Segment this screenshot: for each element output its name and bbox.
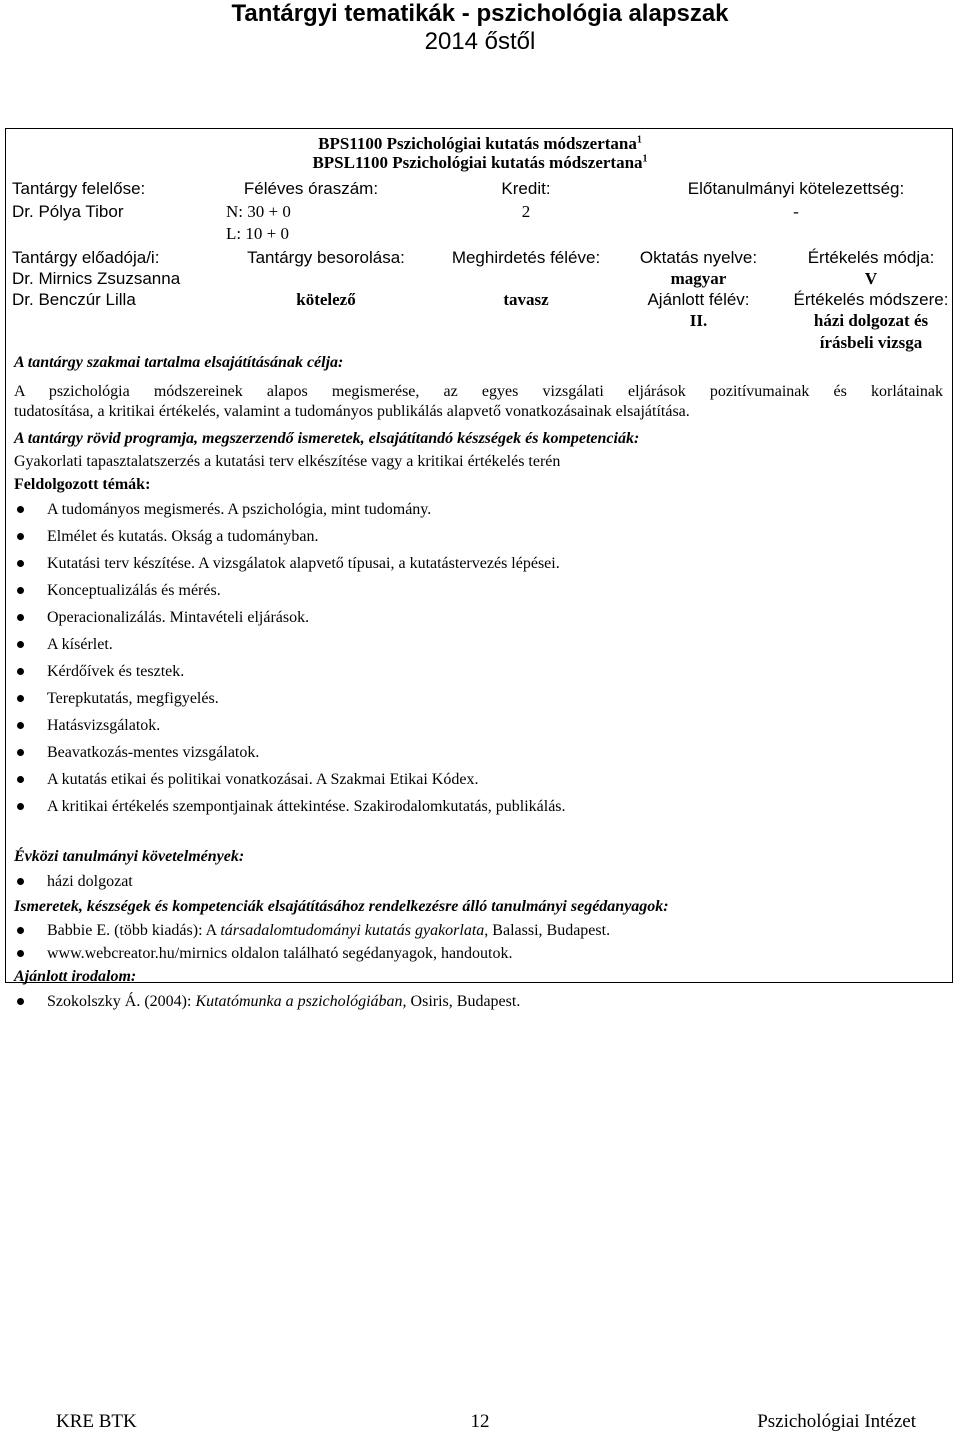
bullet-icon <box>17 506 24 513</box>
bullet-icon <box>17 998 24 1005</box>
hours-n: N: 30 + 0 <box>226 202 291 221</box>
bullet-icon <box>17 560 24 567</box>
program-intro: Gyakorlati tapasztalatszerzés a kutatási terv elkészítése vagy a kritikai értékelés terén <box>14 453 561 470</box>
responsible-label: Tantárgy felelőse: <box>12 179 146 198</box>
lecturer-label: Tantárgy előadója/i: <box>12 248 160 267</box>
list-item: A tudományos megismerés. A pszichológia, mint tudomány. <box>14 501 566 528</box>
list-item: Hatásvizsgálatok. <box>14 717 566 744</box>
goal-heading: A tantárgy szakmai tartalma elsajátításának célja: <box>14 354 344 371</box>
classification-value: kötelező <box>296 290 356 309</box>
topics-heading: Feldolgozott témák: <box>14 476 151 493</box>
credit-label: Kredit: <box>501 179 551 198</box>
semester-value: tavasz <box>503 290 549 309</box>
list-item: Beavatkozás-mentes vizsgálatok. <box>14 744 566 771</box>
semester-label: Meghirdetés féléve: <box>451 248 601 267</box>
bullet-icon <box>17 695 24 702</box>
goal-text-line-2: tudatosítása, a kritikai értékelés, valamint a tudományos publikálás alapvető vonatkozásainak elsajátítása. <box>14 403 690 420</box>
lecturer-name-2: Dr. Benczúr Lilla <box>12 290 136 309</box>
bullet-icon <box>17 950 24 957</box>
bullet-icon <box>17 587 24 594</box>
prereq-value: - <box>793 202 799 221</box>
eval-method-line-1: házi dolgozat és <box>813 311 929 330</box>
literature-list <box>14 993 520 1020</box>
bullet-icon <box>17 749 24 756</box>
materials-heading: Ismeretek, készségek és kompetenciák elsajátításához rendelkezésre álló tanulmányi segédanyagok: <box>14 898 669 915</box>
list-item: házi dolgozat <box>14 873 133 900</box>
list-item: Konceptualizálás és mérés. <box>14 582 566 609</box>
responsible-name: Dr. Pólya Tibor <box>12 202 124 221</box>
list-item: Kérdőívek és tesztek. <box>14 663 566 690</box>
materials-list <box>14 922 610 968</box>
topics-list <box>14 501 566 825</box>
language-label: Oktatás nyelve: <box>639 248 758 267</box>
hours-label: Féléves óraszám: <box>243 179 379 198</box>
list-item: www.webcreator.hu/mirnics oldalon található segédanyagok, handoutok. <box>14 945 610 968</box>
eval-method-line-2: írásbeli vizsga <box>819 333 923 352</box>
footer-left: KRE BTK <box>56 1411 137 1432</box>
bullet-icon <box>17 614 24 621</box>
program-heading: A tantárgy rövid programja, megszerzendő ismeretek, elsajátítandó készségek és kompetenciák: <box>14 430 640 447</box>
document-subtitle: 2014 őstől <box>424 28 536 55</box>
classification-label: Tantárgy besorolása: <box>247 248 405 267</box>
lecturer-name-1: Dr. Mirnics Zsuzsanna <box>12 269 181 288</box>
bullet-icon <box>17 668 24 675</box>
list-item: Terepkutatás, megfigyelés. <box>14 690 566 717</box>
recommended-semester-label: Ajánlott félév: <box>647 290 750 309</box>
eval-type-label: Értékelés módja: <box>807 248 935 267</box>
list-item: Szokolszky Á. (2004): Kutatómunka a pszichológiában, Osiris, Budapest. <box>14 993 520 1020</box>
requirements-heading: Évközi tanulmányi követelmények: <box>14 848 245 865</box>
recommended-semester-value: II. <box>689 311 708 330</box>
list-item: Kutatási terv készítése. A vizsgálatok alapvető típusai, a kutatástervezés lépései. <box>14 555 566 582</box>
bullet-icon <box>17 803 24 810</box>
list-item: Operacionalizálás. Mintavételi eljárások. <box>14 609 566 636</box>
requirements-list <box>14 873 133 900</box>
language-value: magyar <box>670 269 727 288</box>
list-item: Babbie E. (több kiadás): A társadalomtudományi kutatás gyakorlata, Balassi, Budapest. <box>14 922 610 945</box>
document-title: Tantárgyi tematikák - pszichológia alapszak <box>231 0 729 27</box>
credit-value: 2 <box>521 202 531 221</box>
bullet-icon <box>17 641 24 648</box>
bullet-icon <box>17 878 24 885</box>
course-code-line-1: BPS1100 Pszichológiai kutatás módszertana$^1$ <box>318 134 642 153</box>
bullet-icon <box>17 927 24 934</box>
list-item: A kutatás etikai és politikai vonatkozásai. A Szakmai Etikai Kódex. <box>14 771 566 798</box>
list-item: Elmélet és kutatás. Okság a tudományban. <box>14 528 566 555</box>
list-item: A kritikai értékelés szempontjainak áttekintése. Szakirodalomkutatás, publikálás. <box>14 798 566 825</box>
bullet-icon <box>17 776 24 783</box>
prereq-label: Előtanulmányi kötelezettség: <box>687 179 905 198</box>
bullet-icon <box>17 533 24 540</box>
literature-heading: Ajánlott irodalom: <box>14 968 137 985</box>
course-code-line-2: BPSL1100 Pszichológiai kutatás módszertana$^1$ <box>312 153 648 172</box>
footer-right: Pszichológiai Intézet <box>757 1411 916 1432</box>
page-number: 12 <box>470 1411 490 1432</box>
list-item: A kísérlet. <box>14 636 566 663</box>
hours-l: L: 10 + 0 <box>226 224 289 243</box>
goal-text-line-1: A pszichológia módszereinek alapos megismerése, az egyes vizsgálati eljárások pozitívumainak és korlátainak <box>14 383 943 400</box>
eval-method-label: Értékelés módszere: <box>793 290 949 309</box>
page-header <box>0 0 960 56</box>
bullet-icon <box>17 722 24 729</box>
eval-type-value: V <box>864 269 878 288</box>
